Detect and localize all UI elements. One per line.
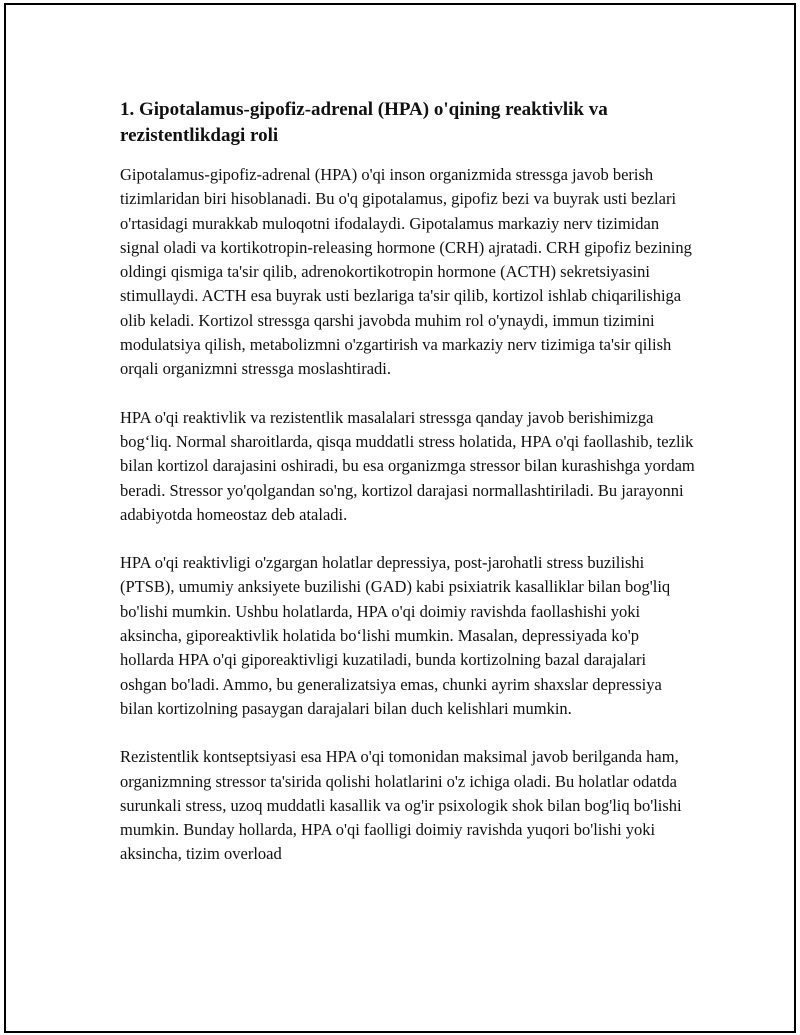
paragraph-2: HPA o'qi reaktivlik va rezistentlik masalalari stressga qanday javob berishimizga bog‘liq. Normal sharoitlarda, qisqa muddatli stress holatida, HPA o'qi faollashib, tezlik bilan kortizol darajasini oshiradi, bu esa organizmga stressor bilan kurashishga yordam beradi. Stressor yo'qolgandan so'ng, kortizol darajasi normallashtiriladi. Bu jarayonni adabiyotda homeostaz deb ataladi.: [120, 407, 695, 524]
document-body: [120, 97, 696, 867]
paragraph-4: Rezistentlik kontseptsiyasi esa HPA o'qi tomonidan maksimal javob berilganda ham, organizmning stressor ta'sirida qolishi holatlarini o'z ichiga oladi. Bu holatlar odatda surunkali stress, uzoq muddatli kasallik va og'ir psixologik shok bilan bog'liq bo'lishi mumkin. Bunday hollarda, HPA o'qi faolligi doimiy ravishda yuqori bo'lishi yoki aksincha, tizim overload: [120, 747, 682, 864]
paragraph-1: Gipotalamus-gipofiz-adrenal (HPA) o'qi inson organizmida stressga javob berish tizimlaridan biri hisoblanadi. Bu o'q gipotalamus, gipofiz bezi va buyrak usti bezlari o'rtasidagi murakkab muloqotni ifodalaydi. Gipotalamus markaziy nerv tizimidan signal oladi va kortikotropin-releasing hormone (CRH) ajratadi. CRH gipofiz bezining oldingi qismiga ta'sir qilib, adrenokortikotropin hormone (ACTH) sekretsiyasini stimullaydi. ACTH esa buyrak usti bezlariga ta'sir qilib, kortizol ishlab chiqarilishiga olib keladi. Kortizol stressga qarshi javobda muhim rol o'ynaydi, immun tizimini modulatsiya qilish, metabolizmni o'zgartirish va markaziy nerv tizimiga ta'sir qilish orqali organizmni stressga moslashtiradi.: [120, 165, 692, 379]
section-heading: 1. Gipotalamus-gipofiz-adrenal (HPA) o'qining reaktivlik va rezistentlikdagi roli: [120, 99, 608, 146]
paragraph-3: HPA o'qi reaktivligi o'zgargan holatlar depressiya, post-jarohatli stress buzilishi (PTSB), umumiy anksiyete buzilishi (GAD) kabi psixiatrik kasalliklar bilan bog'liq bo'lishi mumkin. Ushbu holatlarda, HPA o'qi doimiy ravishda faollashishi yoki aksincha, giporeaktivlik holatida bo‘lishi mumkin. Masalan, depressiyada ko'p hollarda HPA o'qi giporeaktivligi kuzatiladi, bunda kortizolning bazal darajalari oshgan bo'ladi. Ammo, bu generalizatsiya emas, chunki ayrim shaxslar depressiya bilan kortizolning pasaygan darajalari bilan duch kelishlari mumkin.: [120, 553, 671, 718]
page-frame: [4, 3, 796, 1033]
